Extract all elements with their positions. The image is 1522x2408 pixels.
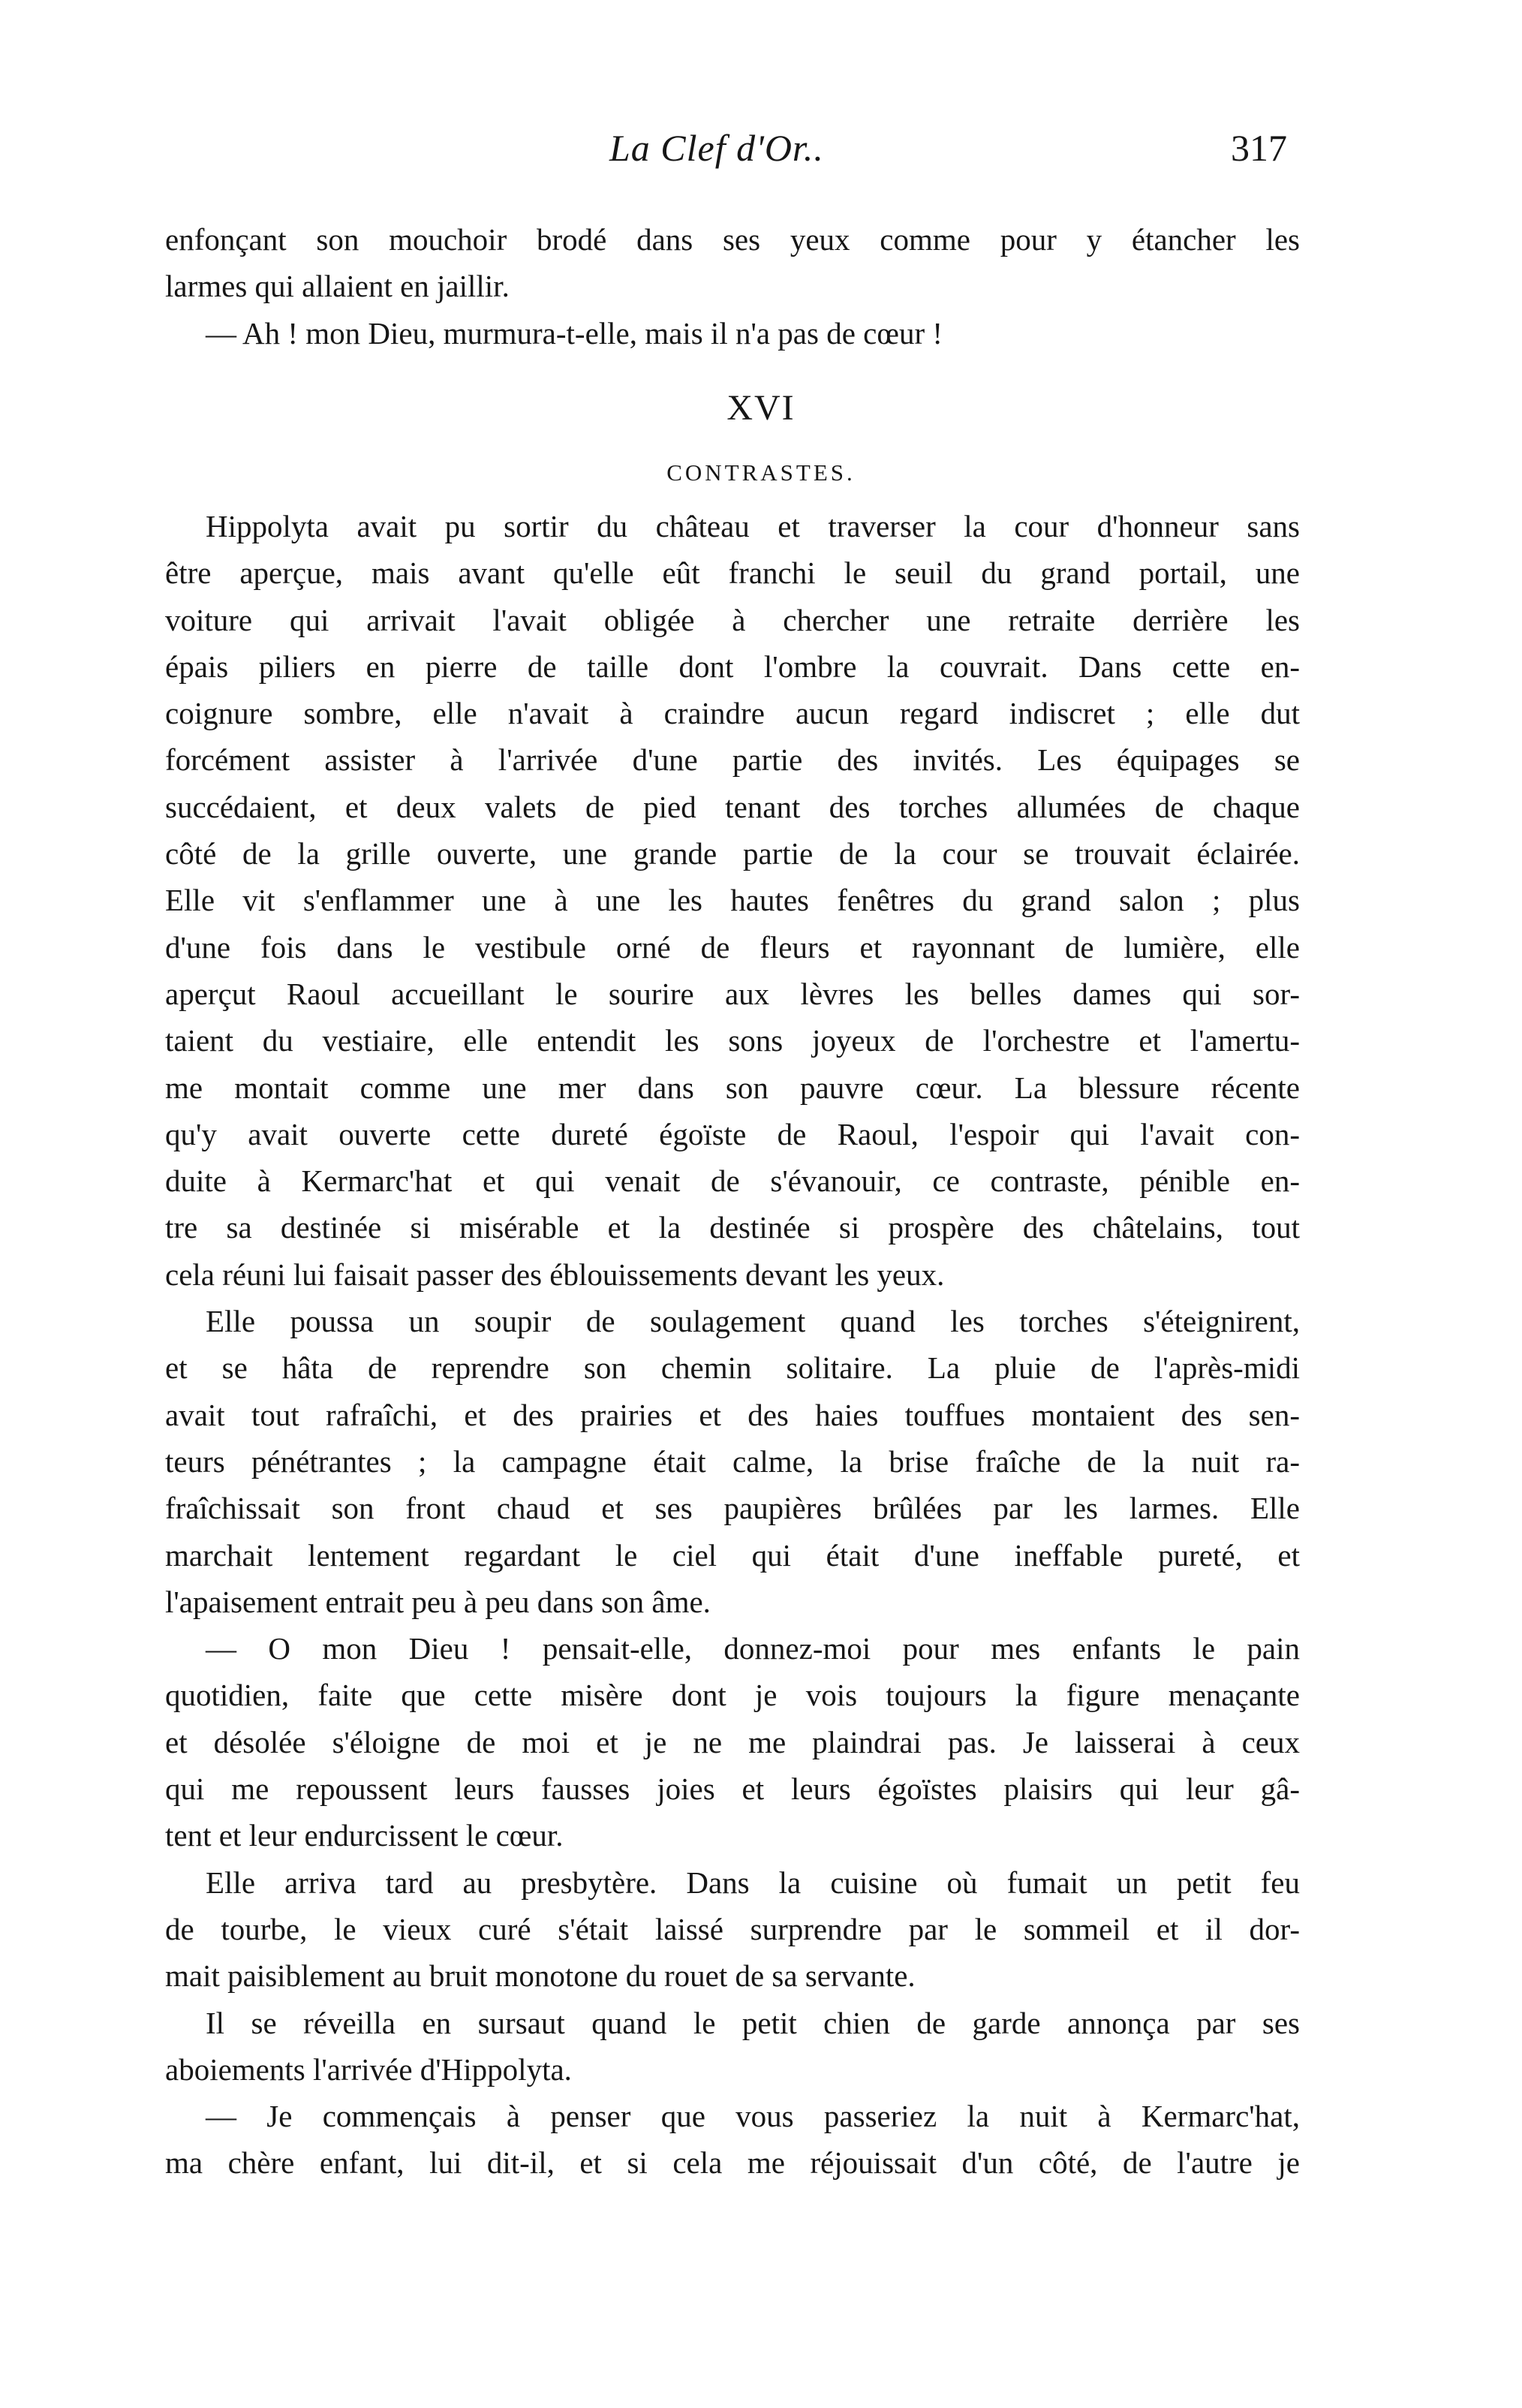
text-line: quotidien, faite que cette misère dont je vois toujours la figure menaçante bbox=[165, 1678, 1300, 1713]
running-title: La Clef d'Or.. bbox=[609, 127, 824, 169]
text-line: et désolée s'éloigne de moi et je ne me plaindrai pas. Je laisserai à ceux bbox=[165, 1724, 1300, 1759]
text-line: qu'y avait ouverte cette dureté égoïste de Raoul, l'espoir qui l'avait con- bbox=[165, 1116, 1300, 1151]
text-line: — O mon Dieu ! pensait-elle, donnez-moi pour mes enfants le pain bbox=[206, 1631, 1300, 1666]
chapter-body bbox=[165, 503, 1300, 2187]
text-line: larmes qui allaient en jaillir. bbox=[165, 269, 510, 304]
text-line: Elle vit s'enflammer une à une les hautes fenêtres du grand salon ; plus bbox=[165, 883, 1300, 918]
text-line: épais piliers en pierre de taille dont l'ombre la couvrait. Dans cette en- bbox=[165, 649, 1300, 684]
text-line: Hippolyta avait pu sortir du château et traverser la cour d'honneur sans bbox=[206, 509, 1300, 543]
text-line: tre sa destinée si misérable et la destinée si prospère des châtelains, tout bbox=[165, 1210, 1300, 1245]
text-line: d'une fois dans le vestibule orné de fleurs et rayonnant de lumière, elle bbox=[165, 929, 1300, 965]
text-line: avait tout rafraîchi, et des prairies et des haies touffues montaient des sen- bbox=[165, 1397, 1300, 1432]
text-line: marchait lentement regardant le ciel qui était d'une ineffable pureté, et bbox=[165, 1537, 1300, 1573]
text-line: — Ah ! mon Dieu, murmura-t-elle, mais il n'a pas de cœur ! bbox=[206, 315, 943, 351]
text-line: côté de la grille ouverte, une grande partie de la cour se trouvait éclairée. bbox=[165, 836, 1300, 871]
text-line: coignure sombre, elle n'avait à craindre aucun regard indiscret ; elle dut bbox=[165, 696, 1300, 731]
text-line: tent et leur endurcissent le cœur. bbox=[165, 1818, 564, 1853]
text-line: Il se réveilla en sursaut quand le petit chien de garde annonça par ses bbox=[206, 2005, 1300, 2040]
text-line: aboiements l'arrivée d'Hippolyta. bbox=[165, 2051, 572, 2087]
text-line: ma chère enfant, lui dit-il, et si cela me réjouissait d'un côté, de l'autre je bbox=[165, 2145, 1300, 2181]
text-line: mait paisiblement au bruit monotone du rouet de sa servante. bbox=[165, 1958, 916, 1994]
text-line: enfonçant son mouchoir brodé dans ses yeux comme pour y étancher les bbox=[165, 222, 1300, 257]
text-line: duite à Kermarc'hat et qui venait de s'évanouir, ce contraste, pénible en- bbox=[165, 1163, 1300, 1199]
text-line: de tourbe, le vieux curé s'était laissé surprendre par le sommeil et il dor- bbox=[165, 1911, 1300, 1946]
text-line: voiture qui arrivait l'avait obligée à chercher une retraite derrière les bbox=[165, 602, 1300, 637]
text-line: cela réuni lui faisait passer des éblouissements devant les yeux. bbox=[165, 1257, 945, 1292]
text-line: succédaient, et deux valets de pied tenant des torches allumées de chaque bbox=[165, 789, 1300, 824]
text-line: me montait comme une mer dans son pauvre cœur. La blessure récente bbox=[165, 1070, 1300, 1105]
text-line: et se hâta de reprendre son chemin solitaire. La pluie de l'après-midi bbox=[165, 1350, 1300, 1386]
page-number: 317 bbox=[1231, 127, 1287, 169]
text-line: teurs pénétrantes ; la campagne était calme, la brise fraîche de la nuit ra- bbox=[165, 1443, 1300, 1479]
text-line: — Je commençais à penser que vous passeriez la nuit à Kermarc'hat, bbox=[206, 2099, 1300, 2134]
text-line: être aperçue, mais avant qu'elle eût franchi le seuil du grand portail, une bbox=[165, 555, 1300, 591]
text-line: l'apaisement entrait peu à peu dans son âme. bbox=[165, 1584, 711, 1619]
running-head bbox=[0, 126, 1522, 179]
chapter-number: XVI bbox=[726, 388, 796, 428]
chapter-title: CONTRASTES. bbox=[666, 459, 856, 486]
opening-paragraph bbox=[165, 216, 1300, 357]
text-line: Elle arriva tard au presbytère. Dans la cuisine où fumait un petit feu bbox=[206, 1865, 1300, 1900]
text-line: forcément assister à l'arrivée d'une partie des invités. Les équipages se bbox=[165, 742, 1300, 778]
text-line: qui me repoussent leurs fausses joies et leurs égoïstes plaisirs qui leur gâ- bbox=[165, 1771, 1300, 1807]
text-line: aperçut Raoul accueillant le sourire aux lèvres les belles dames qui sor- bbox=[165, 976, 1300, 1011]
text-line: fraîchissait son front chaud et ses paupières brûlées par les larmes. Elle bbox=[165, 1491, 1300, 1526]
text-line: Elle poussa un soupir de soulagement quand les torches s'éteignirent, bbox=[206, 1304, 1300, 1339]
text-line: taient du vestiaire, elle entendit les sons joyeux de l'orchestre et l'amertu- bbox=[165, 1023, 1300, 1058]
